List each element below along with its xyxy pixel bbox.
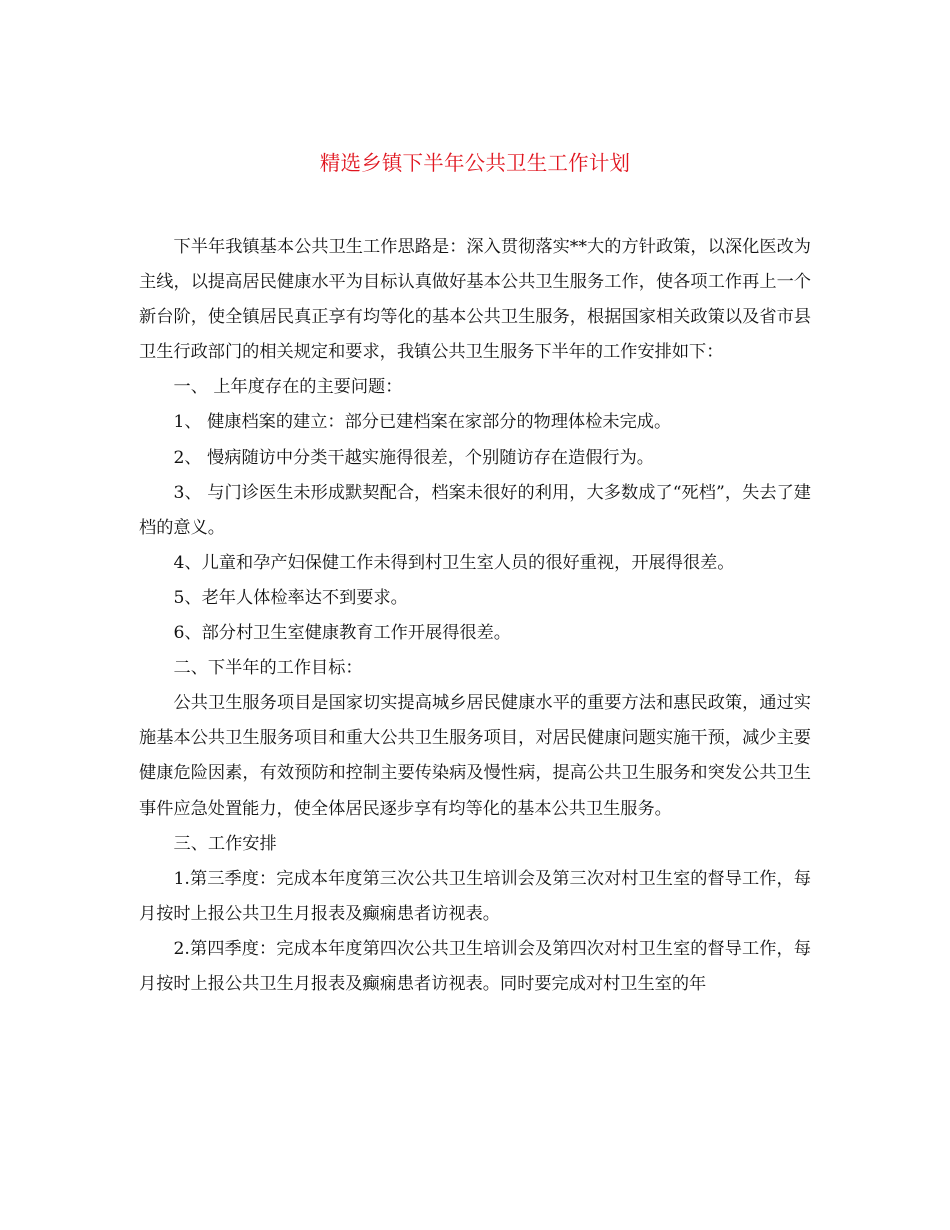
- section-heading-problems: 一、 上年度存在的主要问题：: [173, 377, 403, 398]
- problem-item: 6、部分村卫生室健康教育工作开展得很差。: [173, 623, 511, 644]
- problem-item: 5、老年人体检率达不到要求。: [173, 587, 408, 608]
- problem-item: 1、 健康档案的建立：部分已建档案在家部分的物理体检未完成。: [173, 412, 672, 433]
- intro-paragraph: 下半年我镇基本公共卫生工作思路是：深入贯彻落实**大的方针政策，以深化医改为主线，以提高居民健康水平为目标认真做好基本公共卫生服务工作，使各项工作再上一个新台阶，使全镇居民真正享有均等化的基本公共卫生服务，根据国家相关政策以及省市县卫生行政部门的相关规定和要求，我镇公共卫生服务下半年的工作安排如下：: [139, 237, 811, 363]
- problem-item: 2、 慢病随访中分类干越实施得很差，个别随访存在造假行为。: [173, 447, 654, 468]
- goals-paragraph: 公共卫生服务项目是国家切实提高城乡居民健康水平的重要方法和惠民政策，通过实施基本公共卫生服务项目和重大公共卫生服务项目，对居民健康问题实施干预，减少主要健康危险因素，有效预防和控制主要传染病及慢性病，提高公共卫生服务和突发公共卫生事件应急处置能力，使全体居民逐步享有均等化的基本公共卫生服务。: [139, 693, 811, 819]
- problem-item: 4、儿童和孕产妇保健工作未得到村卫生室人员的很好重视，开展得很差。: [173, 552, 735, 573]
- document-title: 精选乡镇下半年公共卫生工作计划: [319, 151, 631, 175]
- document-body: [139, 230, 811, 1002]
- arrangement-item: 2.第四季度：完成本年度第四次公共卫生培训会及第四次对村卫生室的督导工作，每月按时上报公共卫生月报表及癫痫患者访视表。同时要完成对村卫生室的年: [139, 938, 811, 994]
- problem-item: 3、 与门诊医生未形成默契配合，档案未很好的利用，大多数成了“死档”，失去了建档的意义。: [139, 482, 811, 538]
- section-heading-goals: 二、下半年的工作目标：: [173, 658, 363, 679]
- arrangement-item: 1.第三季度：完成本年度第三次公共卫生培训会及第三次对村卫生室的督导工作，每月按时上报公共卫生月报表及癫痫患者访视表。: [139, 868, 811, 924]
- section-heading-arrangement: 三、工作安排: [173, 833, 277, 854]
